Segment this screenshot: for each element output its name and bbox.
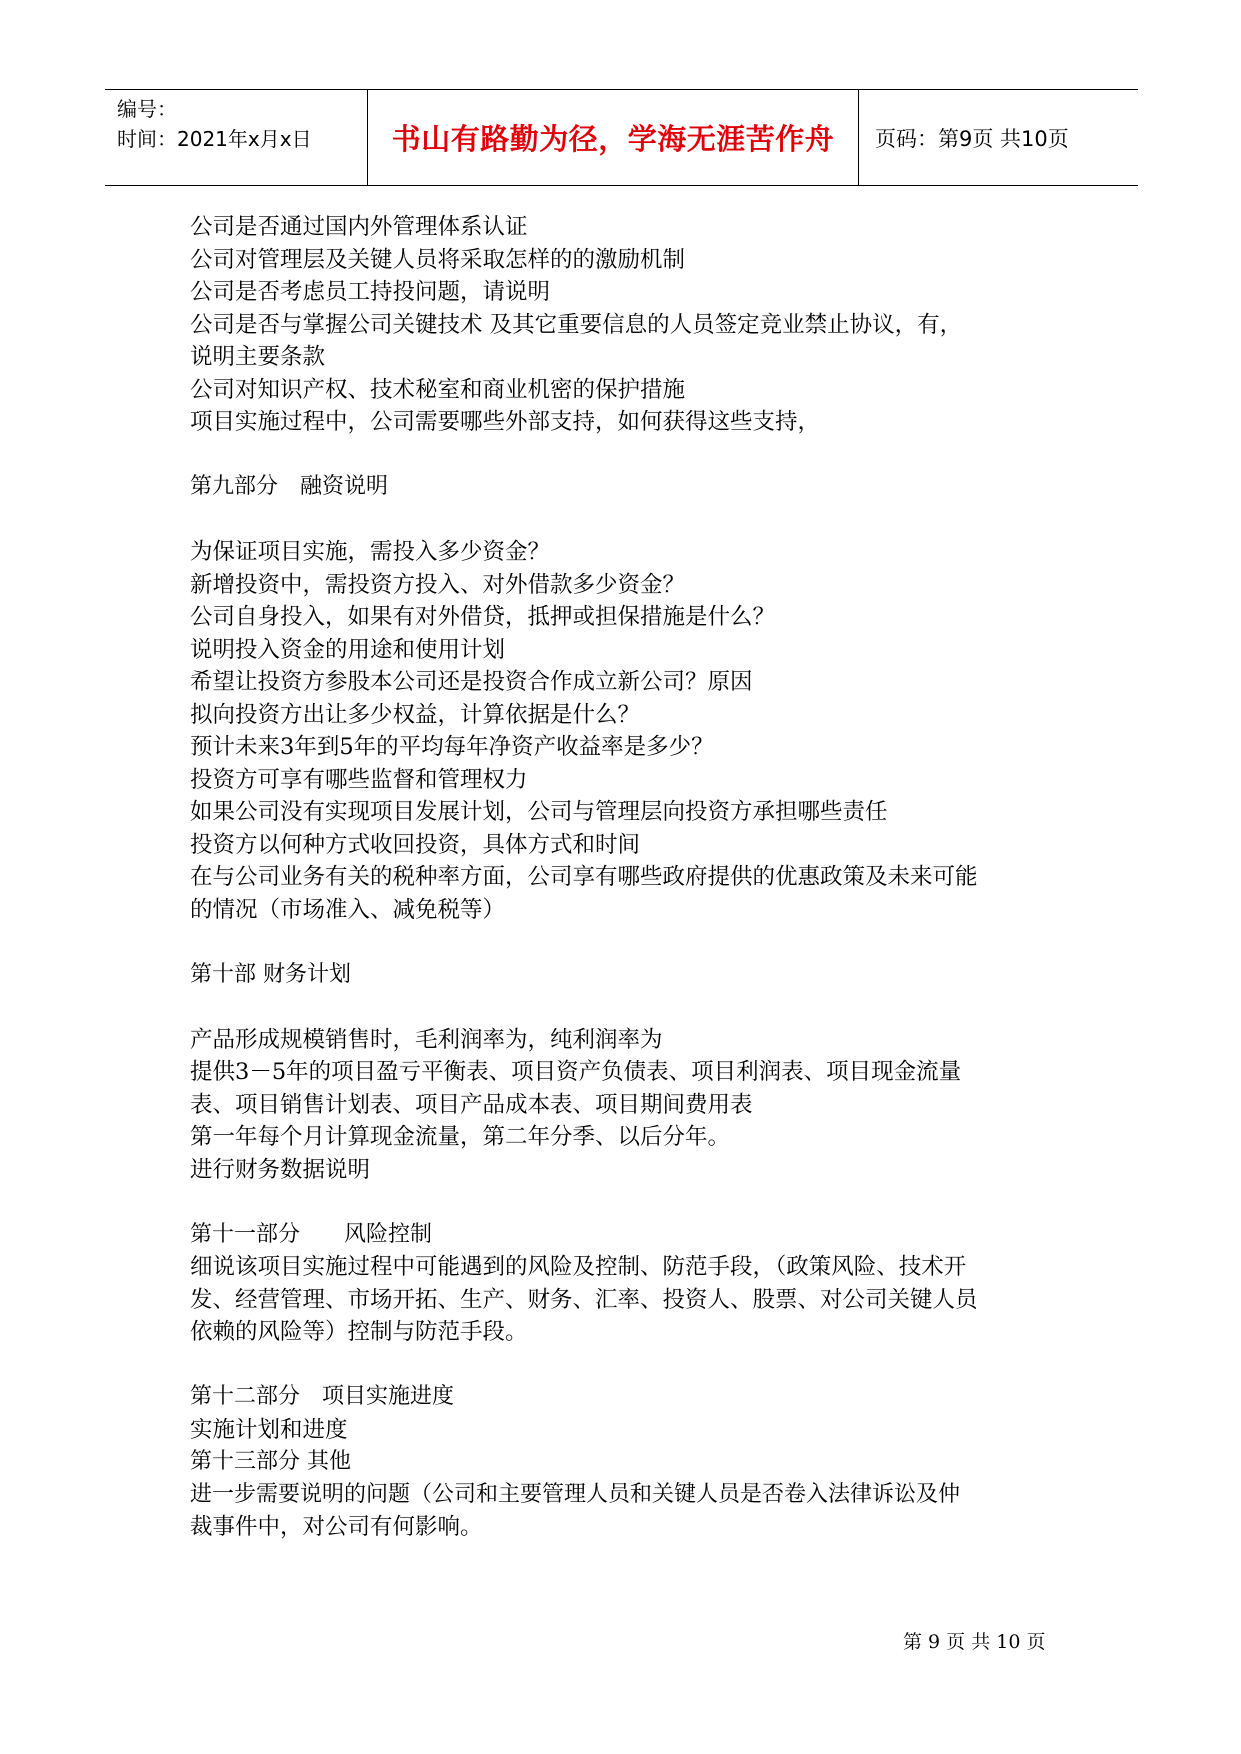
text-line: 发、经营管理、市场开拓、生产、财务、汇率、投资人、股票、对公司关键人员	[190, 1286, 978, 1313]
text-line: 的情况（市场准入、减免税等）	[190, 896, 506, 923]
section-heading: 第九部分 融资说明	[190, 474, 389, 499]
header-divider	[367, 90, 368, 185]
section10-lines	[190, 1024, 1060, 1187]
text-line: 提供3－5年的项目盈亏平衡表、项目资产负债表、项目利润表、项目现金流量	[190, 1059, 962, 1085]
number-label: 编号：	[117, 97, 177, 121]
section-heading: 第十部 财务计划	[190, 961, 351, 987]
text-line: 为保证项目实施，需投入多少资金？	[190, 539, 551, 565]
text-line: 细说该项目实施过程中可能遇到的风险及控制、防范手段，（政策风险、技术开	[190, 1254, 967, 1280]
header-motto: 书山有路勤为径，学海无涯苦作舟	[391, 122, 835, 156]
text-line: 如果公司没有实现项目发展计划，公司与管理层向投资方承担哪些责任	[190, 799, 888, 825]
text-line: 依赖的风险等）控制与防范手段。	[190, 1319, 528, 1345]
text-line: 拟向投资方出让多少权益，计算依据是什么？	[190, 701, 641, 728]
text-line: 公司是否与掌握公司关键技术 及其它重要信息的人员签定竞业禁止协议，有，	[190, 311, 963, 338]
section11-lines	[190, 1251, 1060, 1349]
text-line: 表、项目销售计划表、项目产品成本表、项目期间费用表	[190, 1091, 753, 1118]
text-line: 希望让投资方参股本公司还是投资合作成立新公司？原因	[190, 669, 753, 695]
page-footer: 第 9 页 共 10 页	[903, 1631, 1046, 1653]
text-line: 项目实施过程中，公司需要哪些外部支持，如何获得这些支持，	[190, 409, 821, 435]
text-line: 进一步需要说明的问题（公司和主要管理人员和关键人员是否卷入法律诉讼及仲	[190, 1481, 961, 1507]
text-line: 第一年每个月计算现金流量，第二年分季、以后分年。	[190, 1124, 731, 1150]
text-line: 在与公司业务有关的税种率方面，公司享有哪些政府提供的优惠政策及未来可能	[190, 864, 978, 890]
header-meta	[117, 94, 312, 154]
section8-tail	[190, 211, 1060, 439]
header-page-info: 页码：第9页 共10页	[875, 126, 1069, 151]
text-line: 预计未来3年到5年的平均每年净资产收益率是多少？	[190, 734, 714, 760]
section-heading: 第十一部分 风险控制	[190, 1221, 433, 1247]
section9-lines	[190, 536, 1060, 926]
page-header	[105, 89, 1138, 186]
text-line: 实施计划和进度	[190, 1416, 348, 1443]
text-line: 进行财务数据说明	[190, 1156, 371, 1183]
section-heading: 第十二部分 项目实施进度	[190, 1384, 455, 1409]
text-line: 公司是否通过国内外管理体系认证	[190, 214, 528, 240]
document-body	[190, 211, 1060, 1544]
text-line: 新增投资中，需投资方投入、对外借款多少资金？	[190, 571, 686, 598]
text-line: 说明投入资金的用途和使用计划	[190, 636, 506, 663]
text-line: 投资方可享有哪些监督和管理权力	[190, 766, 528, 793]
text-line: 公司对管理层及关键人员将采取怎样的的激励机制	[190, 246, 686, 273]
text-line: 产品形成规模销售时，毛利润率为，纯利润率为	[190, 1026, 663, 1053]
text-line: 公司对知识产权、技术秘室和商业机密的保护措施	[190, 376, 686, 403]
text-line: 公司自身投入，如果有对外借贷，抵押或担保措施是什么？	[190, 604, 776, 630]
text-line: 说明主要条款	[190, 344, 326, 370]
text-line: 公司是否考虑员工持投问题，请说明	[190, 279, 551, 305]
text-line: 裁事件中，对公司有何影响。	[190, 1514, 483, 1540]
header-divider	[858, 90, 859, 185]
section13-lines	[190, 1479, 1060, 1544]
text-line: 投资方以何种方式收回投资，具体方式和时间	[190, 831, 641, 858]
time-label: 时间：2021年x月x日	[117, 127, 312, 151]
section-heading: 第十三部分 其他	[190, 1449, 351, 1474]
